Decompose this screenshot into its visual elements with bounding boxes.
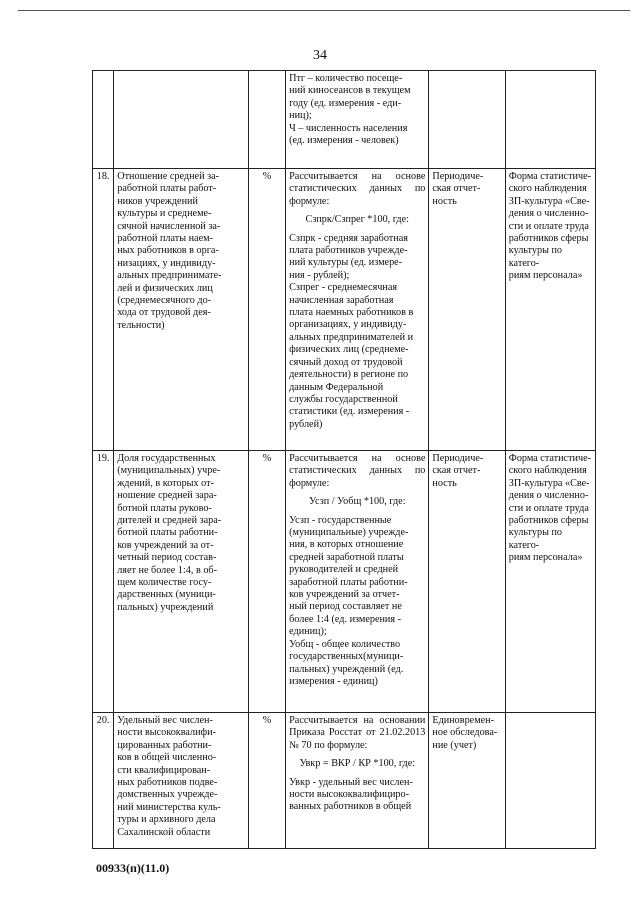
table-row-continuation — [93, 71, 596, 169]
cell-source — [505, 71, 595, 169]
method-intro: Рассчитывается на основе статистических данных по формуле: — [289, 171, 426, 207]
calculation-method — [286, 713, 429, 849]
table-row — [93, 169, 596, 451]
cell-num — [93, 71, 114, 169]
data-source — [505, 713, 595, 849]
cell-period — [429, 71, 505, 169]
page-number: 34 — [313, 48, 327, 63]
cell-unit — [248, 71, 285, 169]
table-row — [93, 713, 596, 849]
data-source — [505, 169, 595, 451]
data-source-text: Форма статистиче- ского наблюдения ЗП-культура «Све- дения о численно- сти и оплате труда работников сферы культуры по катего- риям персонала» — [508, 453, 592, 564]
row-number: 20. — [93, 713, 114, 849]
method-intro: Рассчитывается на основании Приказа Росстат от 21.02.2013 № 70 по формуле: — [289, 715, 426, 751]
indicator-name — [114, 713, 249, 849]
indicator-name — [114, 169, 249, 451]
calculation-method — [286, 169, 429, 451]
top-rule — [18, 10, 630, 11]
cell-method — [286, 71, 429, 169]
unit: % — [248, 169, 285, 451]
periodicity-text: Периодиче- ская отчет- ность — [432, 171, 484, 207]
document-code: 00933(п)(11.0) — [96, 861, 170, 875]
indicator-name-text: Удельный вес числен- ности высококвалифи- цированных работни- ков в общей численно- сти квалифицирован- ных работников подве- домственных учрежде- ний министерства куль- туры и архивного дела Сахалинской области — [117, 715, 221, 838]
row-number: 18. — [93, 169, 114, 451]
periodicity — [429, 713, 505, 849]
calculation-method — [286, 451, 429, 713]
formula: Усзп / Уобщ *100, где: — [308, 496, 406, 508]
periodicity-text: Единовремен- ное обследова- ние (учет) — [432, 715, 498, 751]
row-number: 19. — [93, 451, 114, 713]
method-text: Птг – количество посеще- ний киносеансов в текущем году (ед. измерения - еди- ниц); Ч – численность населения (ед. измерения - человек) — [289, 73, 411, 147]
method-details: Увкр - удельный вес числен- ности высококвалифициро- ванных работников в общей — [289, 776, 413, 813]
periodicity — [429, 451, 505, 713]
periodicity — [429, 169, 505, 451]
method-details: Сзпрк - средняя заработная плата работников учрежде- ний культуры (ед. измере- ния - рублей); Сзпрег - среднемесячная начисленная заработная плата наемных работников в организациях, у индивиду- альных предпринимателей и физических лиц (среднеме- сячный доход от трудовой деятельности) в регионе по данным Федеральной службы государственной статистики (ед. измерения - рублей) — [289, 232, 414, 430]
cell-name — [114, 71, 249, 169]
unit: % — [248, 713, 285, 849]
indicators-table — [92, 70, 596, 849]
indicator-name-text: Доля государственных (муниципальных) учре- ждений, в которых от- ношение средней зара- ботной платы руково- дителей и средней зара- ботной платы работни- ков учреждений за от- четный период состав- ляет не более 1:4, в об- щем количестве госу- дарственных (муници- пальных) учреждений — [117, 453, 222, 613]
table-row — [93, 451, 596, 713]
indicator-name-text: Отношение средней за- работной платы работ- ников учреждений культуры и среднеме- сячной начисленной за- работной платы наем- ных работников в орга- низациях, у индивиду- альных предпринимате- лей и физических лиц (среднемесячного до- хода от трудовой дея- тельности) — [117, 171, 222, 331]
formula: Сзпрк/Сзпрег *100, где: — [305, 214, 409, 226]
formula: Увкр = ВКР / КР *100, где: — [299, 758, 416, 770]
unit: % — [248, 451, 285, 713]
method-details: Усзп - государственные (муниципальные) учрежде- ния, в которых отношение средней заработной платы руководителей и средней заработной платы работни- ков учреждений за отчет- ный период составляет не более 1:4 (ед. измерения - единиц); Уобщ - общее количество государственных(муници- пальных) учреждений (ед. измерения - единиц) — [289, 514, 409, 687]
data-source — [505, 451, 595, 713]
data-source-text: Форма статистиче- ского наблюдения ЗП-культура «Све- дения о численно- сти и оплате труда работников сферы культуры по катего- риям персонала» — [508, 171, 592, 282]
periodicity-text: Периодиче- ская отчет- ность — [432, 453, 484, 489]
method-intro: Рассчитывается на основе статистических данных по формуле: — [289, 453, 426, 489]
indicator-name — [114, 451, 249, 713]
